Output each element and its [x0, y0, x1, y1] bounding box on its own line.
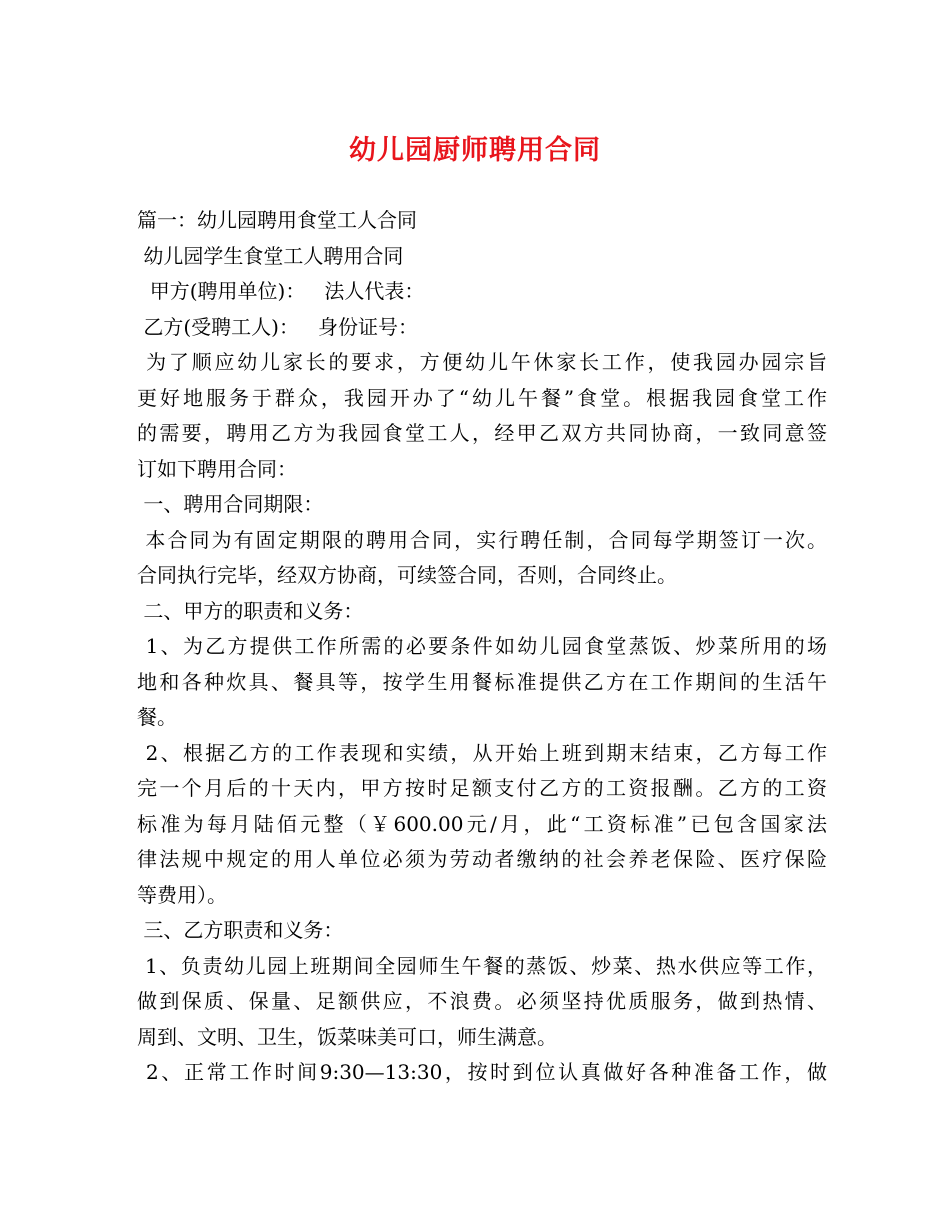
text-line: 二、甲方的职责和义务： — [137, 598, 364, 623]
text-line: 1、负责幼儿园上班期间全园师生午餐的蒸饭、炒菜、热水供应等工作， — [137, 953, 827, 978]
text-line: 乙方(受聘工人)： 身份证号： — [137, 314, 419, 339]
text-line: 地和各种炊具、餐具等，按学生用餐标准提供乙方在工作期间的生活午 — [137, 669, 827, 694]
text-line: 周到、文明、卫生，饭菜味美可口，师生满意。 — [137, 1024, 557, 1049]
text-line: 2、根据乙方的工作表现和实绩，从开始上班到期末结束，乙方每工作 — [137, 740, 827, 765]
text-line: 订如下聘用合同： — [137, 456, 297, 481]
text-line: 2、正常工作时间9:30—13:30，按时到位认真做好各种准备工作，做 — [137, 1060, 827, 1084]
text-line: 三、乙方职责和义务： — [137, 918, 344, 942]
text-line: 1、为乙方提供工作所需的必要条件如幼儿园食堂蒸饭、炒菜所用的场 — [137, 634, 827, 658]
text-line: 等费用）。 — [137, 882, 227, 907]
text-line: 更好地服务于群众，我园开办了“幼儿午餐”食堂。根据我园食堂工作 — [137, 385, 827, 410]
text-line: 合同执行完毕，经双方协商，可续签合同，否则，合同终止。 — [137, 563, 677, 587]
text-line: 标准为每月陆佰元整（￥600.00元/月，此“工资标准”已包含国家法 — [137, 811, 827, 836]
text-line: 甲方(聘用单位)： 法人代表： — [137, 279, 425, 303]
document-body — [137, 203, 827, 1091]
text-line: 的需要，聘用乙方为我园食堂工人，经甲乙双方共同协商，一致同意签 — [137, 421, 827, 445]
text-line: 本合同为有固定期限的聘用合同，实行聘任制，合同每学期签订一次。 — [137, 527, 827, 552]
text-line: 完一个月后的十天内，甲方按时足额支付乙方的工资报酬。乙方的工资 — [137, 776, 827, 800]
text-line: 一、聘用合同期限： — [137, 492, 324, 516]
text-line: 幼儿园学生食堂工人聘用合同 — [137, 243, 404, 268]
text-line: 做到保质、保量、足额供应，不浪费。必须坚持优质服务，做到热情、 — [137, 989, 827, 1013]
document-title: 幼儿园厨师聘用合同 — [349, 135, 601, 166]
text-line: 篇一：幼儿园聘用食堂工人合同 — [137, 208, 417, 232]
text-line: 餐。 — [137, 705, 177, 729]
text-line: 为了顺应幼儿家长的要求，方便幼儿午休家长工作，使我园办园宗旨 — [137, 350, 827, 374]
text-line: 律法规中规定的用人单位必须为劳动者缴纳的社会养老保险、医疗保险 — [137, 847, 827, 871]
